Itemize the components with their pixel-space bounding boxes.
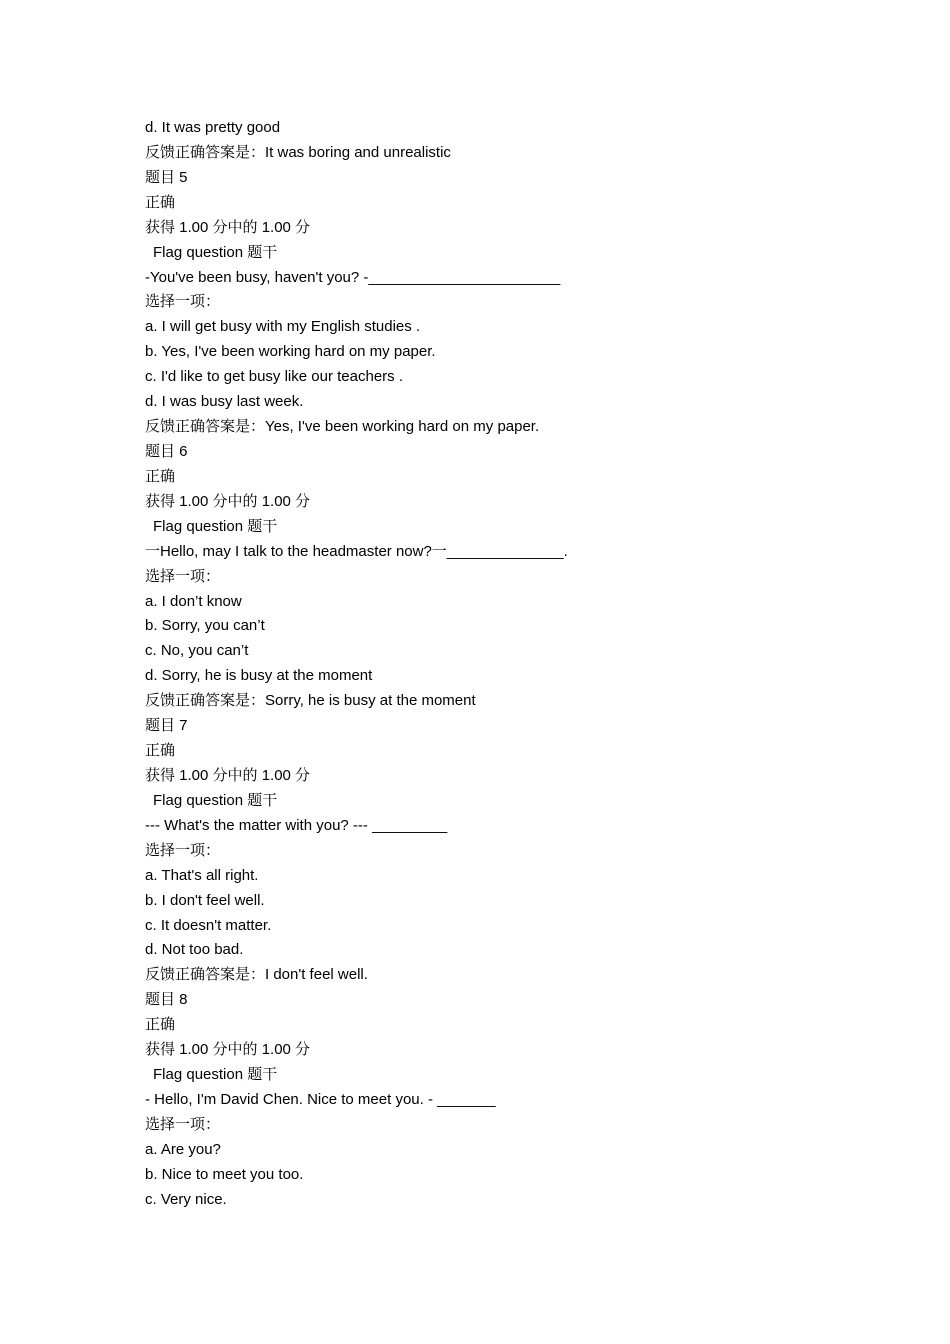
choose-one-prompt: 选择一项： <box>145 1115 221 1133</box>
question-status: 正确 <box>145 1016 176 1034</box>
answer-option: a. I will get busy with my English studies . <box>145 318 421 336</box>
answer-option: b. I don't feel well. <box>145 891 265 909</box>
answer-option: b. Nice to meet you too. <box>145 1165 304 1183</box>
answer-option: d. Not too bad. <box>145 941 244 959</box>
answer-option: a. I don’t know <box>145 592 242 610</box>
answer-option: c. No, you can’t <box>145 642 249 660</box>
correct-answer-feedback: 反馈正确答案是：I don't feel well. <box>145 966 368 984</box>
question-stem: -You've been busy, haven't you? -_______________________ <box>145 268 561 286</box>
question-score: 获得 1.00 分中的 1.00 分 <box>145 1041 311 1059</box>
answer-option: a. That's all right. <box>145 866 259 884</box>
question-number: 题目 7 <box>145 717 188 735</box>
answer-option: c. It doesn't matter. <box>145 916 272 934</box>
choose-one-prompt: 选择一项： <box>145 293 221 311</box>
answer-option: b. Yes, I've been working hard on my paper. <box>145 343 436 361</box>
answer-option: d. Sorry, he is busy at the moment <box>145 667 373 685</box>
answer-option: d. It was pretty good <box>145 119 281 136</box>
question-stem: 一Hello, may I talk to the headmaster now?一______________. <box>145 542 568 560</box>
choose-one-prompt: 选择一项： <box>145 841 221 859</box>
question-number: 题目 5 <box>145 168 188 186</box>
question-number: 题目 8 <box>145 991 188 1009</box>
question-status: 正确 <box>145 742 176 760</box>
question-score: 获得 1.00 分中的 1.00 分 <box>145 218 311 236</box>
correct-answer-feedback: 反馈正确答案是：It was boring and unrealistic <box>145 143 451 161</box>
answer-option: a. Are you? <box>145 1140 221 1158</box>
flag-question-label: Flag question 题干 <box>153 791 278 809</box>
quiz-text-body <box>145 116 905 1213</box>
question-number: 题目 6 <box>145 442 188 460</box>
question-score: 获得 1.00 分中的 1.00 分 <box>145 766 311 784</box>
flag-question-label: Flag question 题干 <box>153 1066 278 1084</box>
question-stem: - Hello, I'm David Chen. Nice to meet you. - _______ <box>145 1090 496 1108</box>
question-stem: --- What's the matter with you? --- _________ <box>145 816 448 834</box>
flag-question-label: Flag question 题干 <box>153 243 278 261</box>
answer-option: c. I'd like to get busy like our teachers . <box>145 368 403 386</box>
correct-answer-feedback: 反馈正确答案是：Sorry, he is busy at the moment <box>145 692 476 710</box>
question-score: 获得 1.00 分中的 1.00 分 <box>145 492 311 510</box>
answer-option: d. I was busy last week. <box>145 393 304 411</box>
answer-option: b. Sorry, you can’t <box>145 617 265 635</box>
answer-option: c. Very nice. <box>145 1190 227 1208</box>
question-status: 正确 <box>145 467 176 485</box>
choose-one-prompt: 选择一项： <box>145 567 221 585</box>
flag-question-label: Flag question 题干 <box>153 517 278 535</box>
correct-answer-feedback: 反馈正确答案是：Yes, I've been working hard on my paper. <box>145 418 540 436</box>
question-status: 正确 <box>145 193 176 211</box>
